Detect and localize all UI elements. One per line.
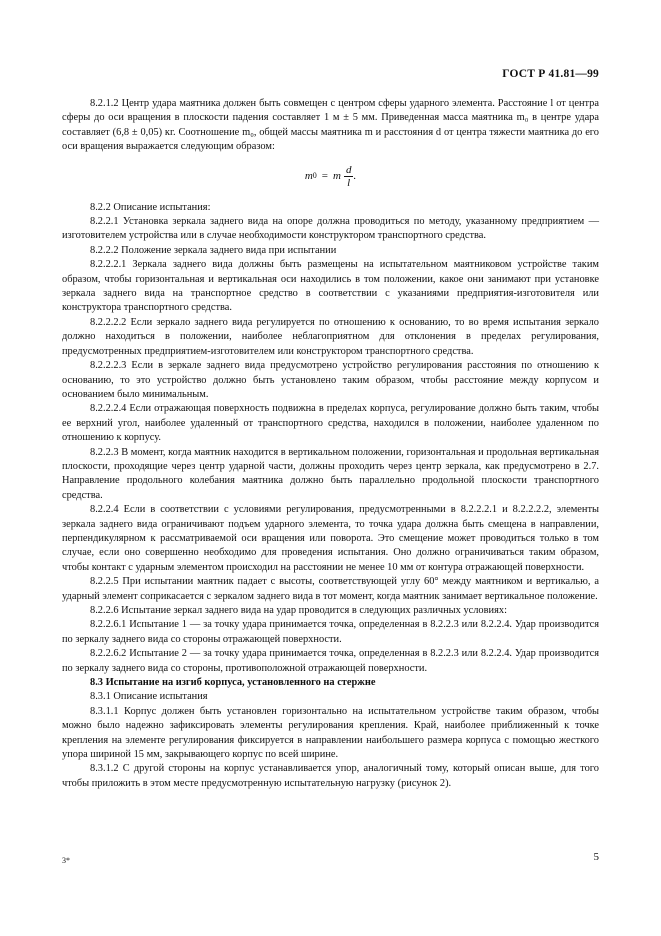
formula-lhs-subscript: 0 (312, 171, 317, 181)
formula-equals: = (321, 170, 328, 183)
paragraph: 8.2.2.4 Если в соответствии с условиями регулирования, предусмотренными в 8.2.2.2.1 и 8.2.2.2.2, элементы зеркала заднего вида ограничивают подъем ударного элемента, то точка удара должна быть смещена в направлении, перпендикулярном к рассматриваемой оси вращения или поворота. Это смещение может проводиться только в том случае, если оно совершенно необходимо для проведения испытания. Оно должно ограничиваться таким образом, чтобы контакт с ударным элементом происходил на расстоянии не менее 10 мм от контура отражающей поверхности. (62, 504, 599, 573)
formula-fraction (344, 164, 357, 190)
paragraph: 8.2.2.2 Положение зеркала заднего вида при испытании (90, 244, 337, 256)
paragraph: 8.3.1.2 С другой стороны на корпус устанавливается упор, аналогичный тому, который описан выше, для того чтобы приложить в этом месте предусмотренную испытательную нагрузку (рисунок 2). (62, 763, 599, 789)
paragraph: 8.2.1.2 Центр удара маятника должен быть совмещен с центром сферы ударного элемента. Расстояние l от центра сферы до оси вращения в плоскости падения составляет 1 м ± 5 мм. Приведенная масса маятника m₀ в центре удара составляет (6,8 ± 0,05) кг. Соотношение m₀, общей массы маятника m и расстояния d от центра тяжести маятника до его оси вращения выражается следующим образом: (62, 98, 599, 153)
paragraph: 8.2.2.2.3 Если в зеркале заднего вида предусмотрено устройство регулирования расстояния по отношению к основанию, то это устройство должно быть установлено таким образом, чтобы расстояние между корпусом и основанием было минимальным. (62, 360, 599, 400)
paragraph: 8.2.2.1 Установка зеркала заднего вида на опоре должна проводиться по методу, указанному предприятием — изготовителем устройства или в случае необходимости конструктором транспортного средства. (62, 216, 599, 242)
formula-denominator: l (347, 177, 351, 190)
formula-reduced-mass (62, 157, 599, 197)
paragraph: 8.3.1 Описание испытания (90, 691, 208, 703)
paragraph: 8.2.2.5 При испытании маятник падает с высоты, соответствующей углу 60° между маятником и вертикалью, а ударный элемент соприкасается с зеркалом заднего вида в тот момент, когда маятник занимает вертикальное положение. (62, 576, 599, 602)
formula-factor: m (332, 170, 341, 183)
formula-tail: . (353, 170, 357, 183)
page-body (62, 97, 599, 791)
paragraph: 8.2.2.6.2 Испытание 2 — за точку удара принимается точка, определенная в 8.2.2.3 или 8.2.2.4. Удар производится по зеркалу заднего вида со стороны, противоположной отражающей поверхности. (62, 648, 599, 674)
page-number: 5 (593, 851, 599, 863)
paragraph: 8.2.2.2.4 Если отражающая поверхность подвижна в пределах корпуса, регулирование должно быть таким, чтобы ее верхний угол, наиболее удаленный от транспортного средства, находился в положении, наиболее удаленном по отношению к корпусу. (62, 403, 599, 444)
paragraph: 8.2.2.2.2 Если зеркало заднего вида регулируется по отношению к основанию, то во время испытания зеркало должно находиться в положении, наиболее неблагоприятном для отклонения в пределах регулирования, предусмотренных предприятием-изготовителем или конструктором транспортного средства. (62, 316, 599, 357)
section-heading: 8.3 Испытание на изгиб корпуса, установленного на стержне (90, 677, 376, 689)
paragraph: 8.2.2.6 Испытание зеркал заднего вида на удар проводится в следующих различных условиях: (90, 605, 507, 616)
sheet-mark: 3* (62, 856, 70, 865)
formula-numerator: d (345, 164, 352, 177)
paragraph: 8.2.2 Описание испытания: (90, 201, 211, 213)
paragraph: 8.2.2.2.1 Зеркала заднего вида должны быть размещены на испытательном маятниковом устройстве таким образом, чтобы горизонтальная и вертикальная оси находились в том положении, какое они занимают при установке зеркала заднего вида на транспортное средство в соответствии с указаниями предприятия-изготовителя или конструктора транспортного средства. (62, 259, 599, 314)
paragraph: 8.2.2.6.1 Испытание 1 — за точку удара принимается точка, определенная в 8.2.2.3 или 8.2.2.4. Удар производится по зеркалу заднего вида со стороны отражающей поверхности. (62, 619, 599, 645)
paragraph: 8.2.2.3 В момент, когда маятник находится в вертикальном положении, горизонтальная и продольная вертикальная плоскости, проходящие через центр ударной части, должны проходить через центр зеркала, как предусмотрено в 2.7. Направление продольного колебания маятника должно быть параллельно продольной плоскости транспортного средства. (62, 446, 599, 501)
paragraph: 8.3.1.1 Корпус должен быть установлен горизонтально на испытательном устройстве таким образом, чтобы можно было надежно зафиксировать элементы регулирования крепления. Край, наиболее приближенный к точке крепления на элементе регулирования фиксируется в направлении наибольшего размера корпуса с помощью жесткого упора шириной 15 мм, закрывающего корпус по всей ширине. (62, 705, 599, 761)
formula-lhs: m (304, 170, 313, 183)
document-code: ГОСТ Р 41.81—99 (502, 68, 599, 80)
